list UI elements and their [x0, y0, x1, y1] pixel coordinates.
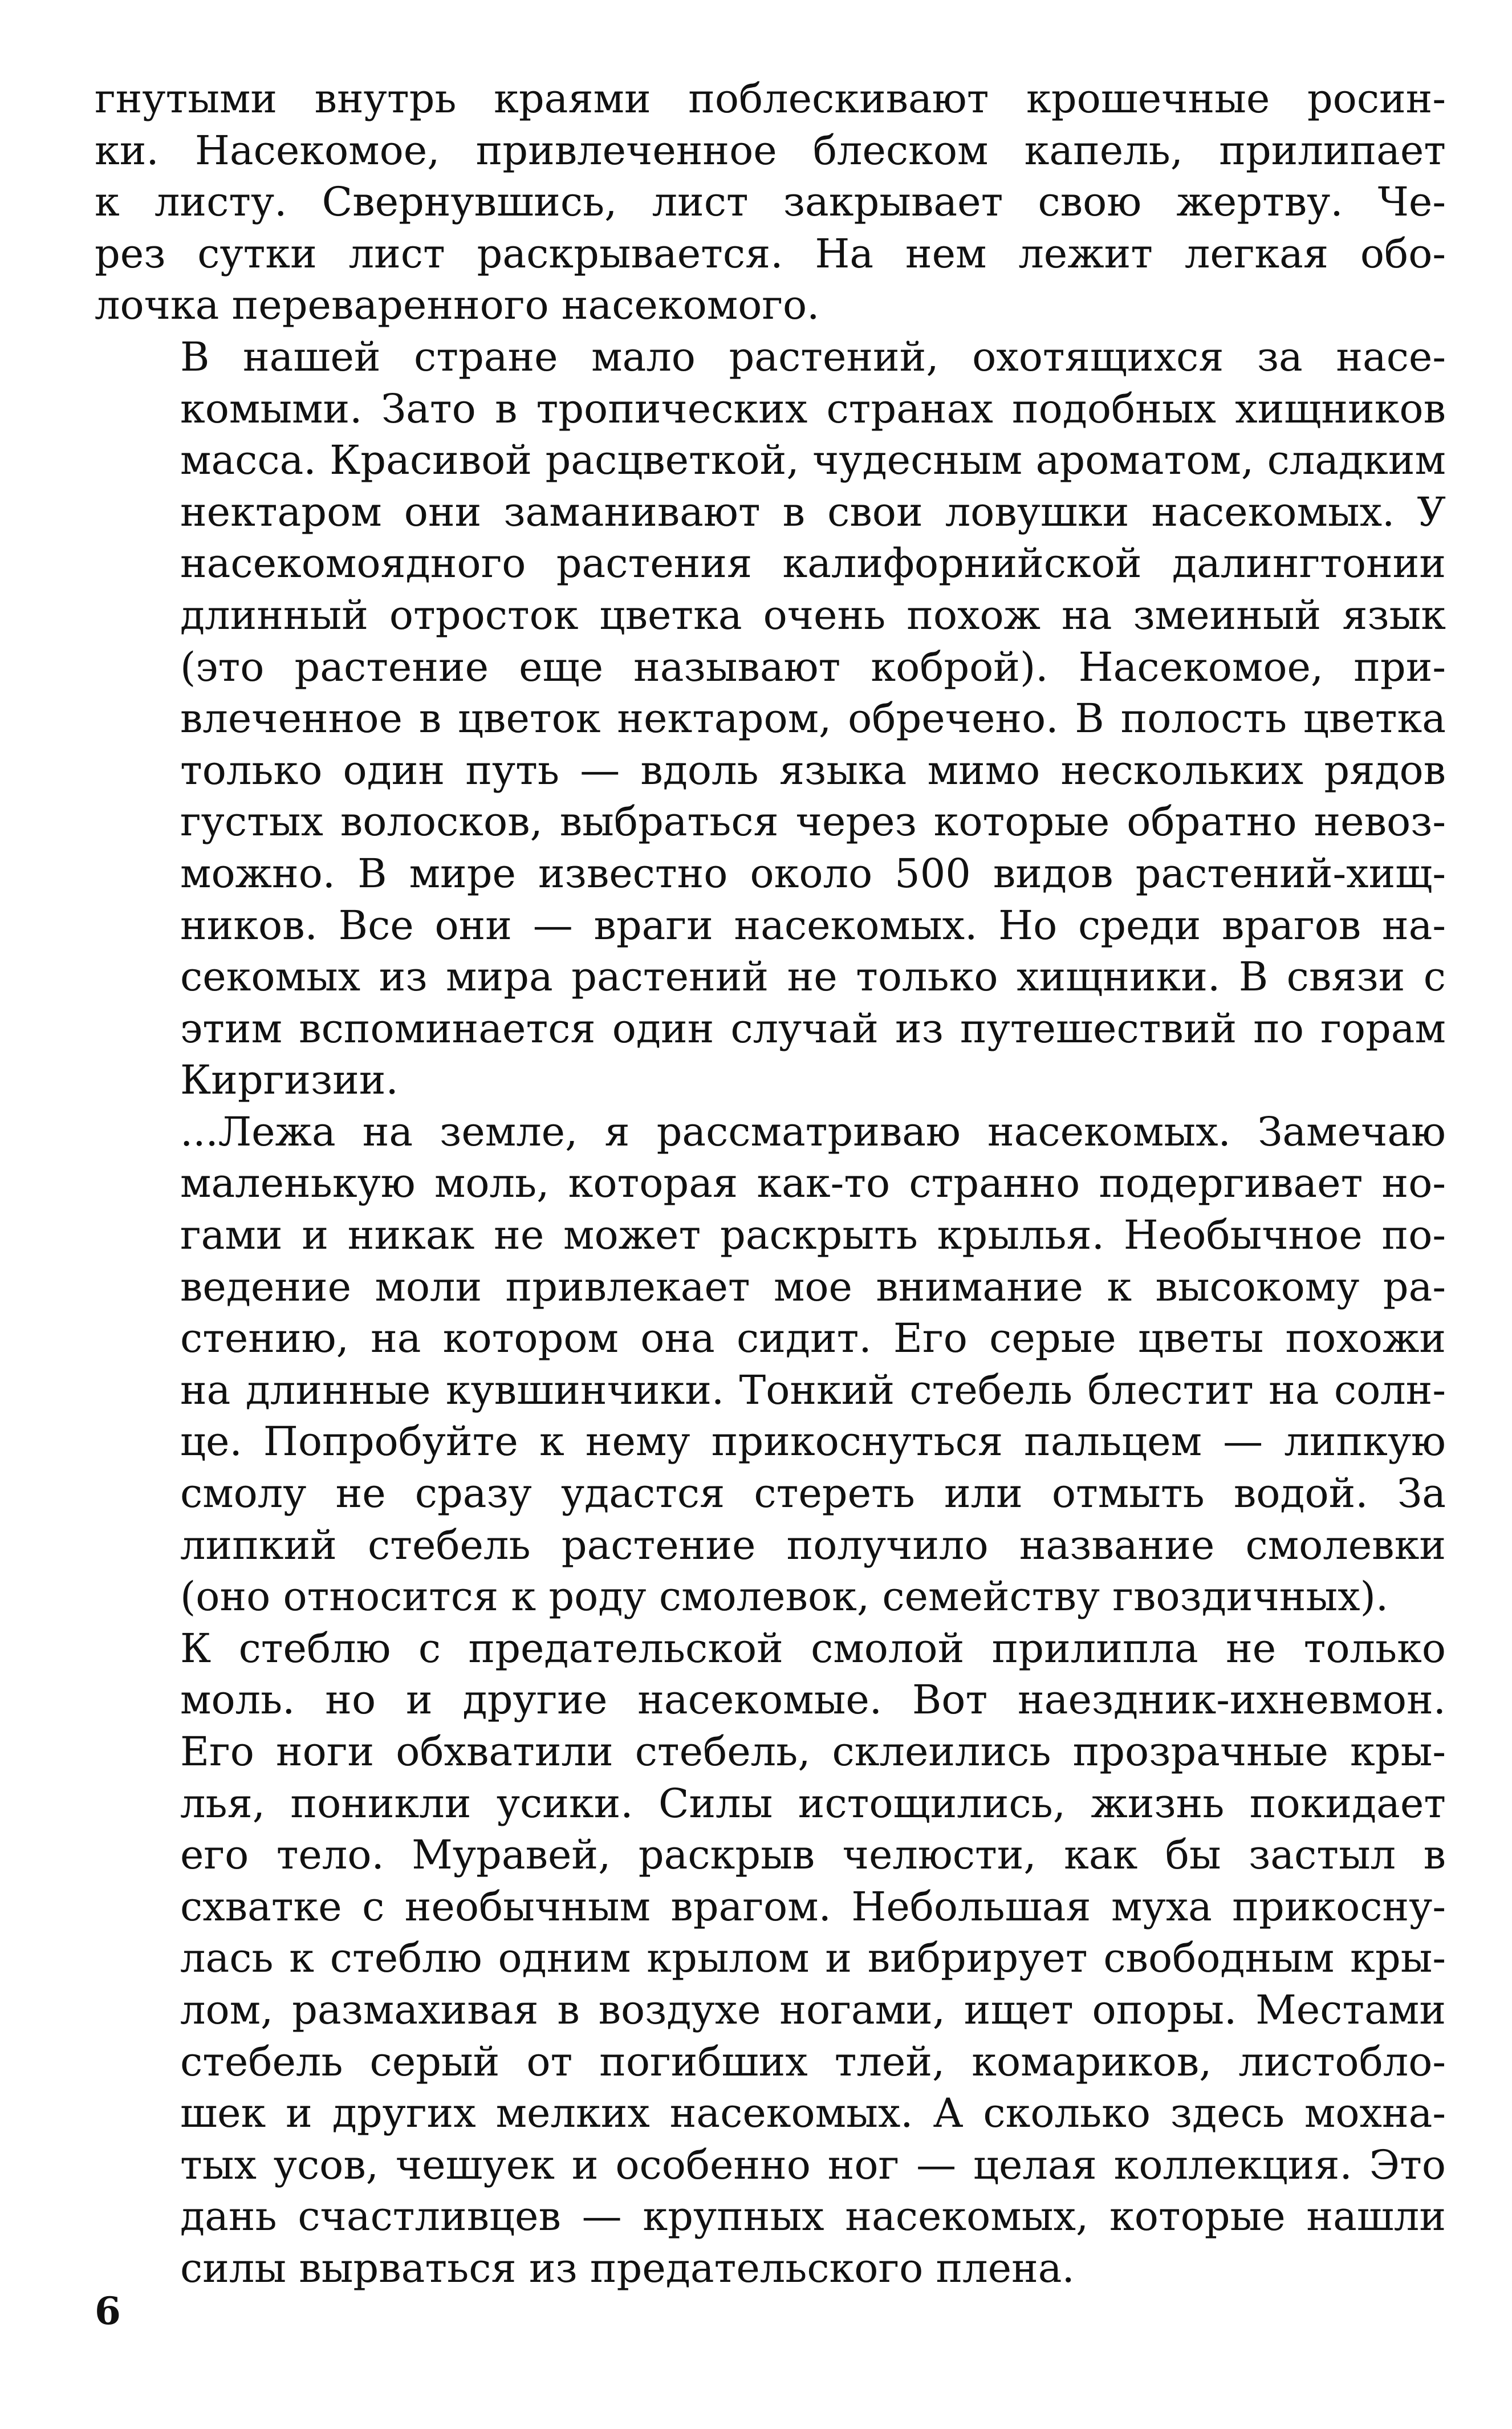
- text-line: этим вспоминается один случай из путешествий по горам: [180, 1005, 1446, 1052]
- paragraph-4: [95, 1623, 1446, 2294]
- text-line: лья, поникли усики. Силы истощились, жизнь покидает: [180, 1780, 1446, 1827]
- text-line: можно. В мире известно около 500 видов растений-хищ-: [180, 850, 1446, 897]
- text-line: к листу. Свернувшись, лист закрывает свою жертву. Че-: [95, 178, 1446, 226]
- text-line: комыми. Зато в тропических странах подобных хищников: [180, 385, 1446, 432]
- text-line: только один путь — вдоль языка мимо нескольких рядов: [180, 746, 1446, 794]
- text-line: дань счастливцев — крупных насекомых, которые нашли: [180, 2193, 1446, 2240]
- text-line: лом, размахивая в воздухе ногами, ищет опоры. Местами: [180, 1986, 1446, 2033]
- text-line: гнутыми внутрь краями поблескивают крошечные росин-: [95, 75, 1446, 122]
- text-line: густых волосков, выбраться через которые обратно невоз-: [180, 798, 1446, 846]
- text-line: К стеблю с предательской смолой прилипла не только: [180, 1624, 1446, 1672]
- text-line: (оно относится к роду смолевок, семейству гвоздичных).: [180, 1573, 1389, 1620]
- text-line: масса. Красивой расцветкой, чудесным ароматом, сладким: [180, 437, 1446, 484]
- text-line: ...Лежа на земле, я рассматриваю насекомых. Замечаю: [180, 1108, 1446, 1155]
- text-line: моль. но и другие насекомые. Вот наездник-ихневмон.: [180, 1676, 1446, 1724]
- text-line: Его ноги обхватили стебель, склеились прозрачные кры-: [180, 1728, 1446, 1775]
- text-line: его тело. Муравей, раскрыв челюсти, как бы застыл в: [180, 1831, 1446, 1879]
- text-line: стебель серый от погибших тлей, комариков, листобло-: [180, 2038, 1446, 2085]
- paragraph-2: [95, 331, 1446, 1106]
- text-line: (это растение еще называют коброй). Насекомое, при-: [180, 643, 1446, 690]
- text-line: схватке с необычным врагом. Небольшая муха прикосну-: [180, 1883, 1446, 1930]
- paragraph-3: [95, 1106, 1446, 1623]
- text-line: тых усов, чешуек и особенно ног — целая коллекция. Это: [180, 2141, 1446, 2188]
- text-line: В нашей стране мало растений, охотящихся за насе-: [180, 333, 1446, 380]
- text-line: длинный отросток цветка очень похож на змеиный язык: [180, 591, 1446, 639]
- text-line: насекомоядного растения калифорнийской далингтонии: [180, 540, 1446, 587]
- text-line: нектаром они заманивают в свои ловушки насекомых. У: [180, 488, 1446, 535]
- text-line: Киргизии.: [180, 1057, 399, 1104]
- text-line: силы вырваться из предательского плена.: [180, 2244, 1075, 2292]
- text-line: лась к стеблю одним крылом и вибрирует свободным кры-: [180, 1935, 1446, 1982]
- text-line: маленькую моль, которая как-то странно подергивает но-: [180, 1160, 1446, 1207]
- text-line: стению, на котором она сидит. Его серые цветы похожи: [180, 1315, 1446, 1362]
- text-line: рез сутки лист раскрывается. На нем лежит легкая обо-: [95, 230, 1446, 277]
- text-line: ников. Все они — враги насекомых. Но среди врагов на-: [180, 901, 1446, 949]
- paragraph-1: [95, 73, 1446, 331]
- text-line: на длинные кувшинчики. Тонкий стебель блестит на солн-: [180, 1366, 1446, 1413]
- text-line: це. Попробуйте к нему прикоснуться пальцем — липкую: [180, 1418, 1446, 1465]
- text-line: лочка переваренного насекомого.: [95, 282, 820, 329]
- text-line: гами и никак не может раскрыть крылья. Необычное по-: [180, 1212, 1446, 1259]
- text-line: ки. Насекомое, привлеченное блеском капель, прилипает: [95, 127, 1446, 174]
- page-number: 6: [95, 2289, 121, 2333]
- page-body: [95, 73, 1446, 2294]
- text-line: шек и других мелких насекомых. А сколько здесь мохна-: [180, 2090, 1446, 2137]
- text-line: липкий стебель растение получило название смолевки: [180, 1521, 1446, 1569]
- text-line: влеченное в цветок нектаром, обречено. В полость цветка: [180, 695, 1446, 742]
- text-line: секомых из мира растений не только хищники. В связи с: [180, 953, 1446, 1001]
- text-line: ведение моли привлекает мое внимание к высокому ра-: [180, 1263, 1446, 1310]
- text-line: смолу не сразу удастся стереть или отмыть водой. За: [180, 1470, 1446, 1517]
